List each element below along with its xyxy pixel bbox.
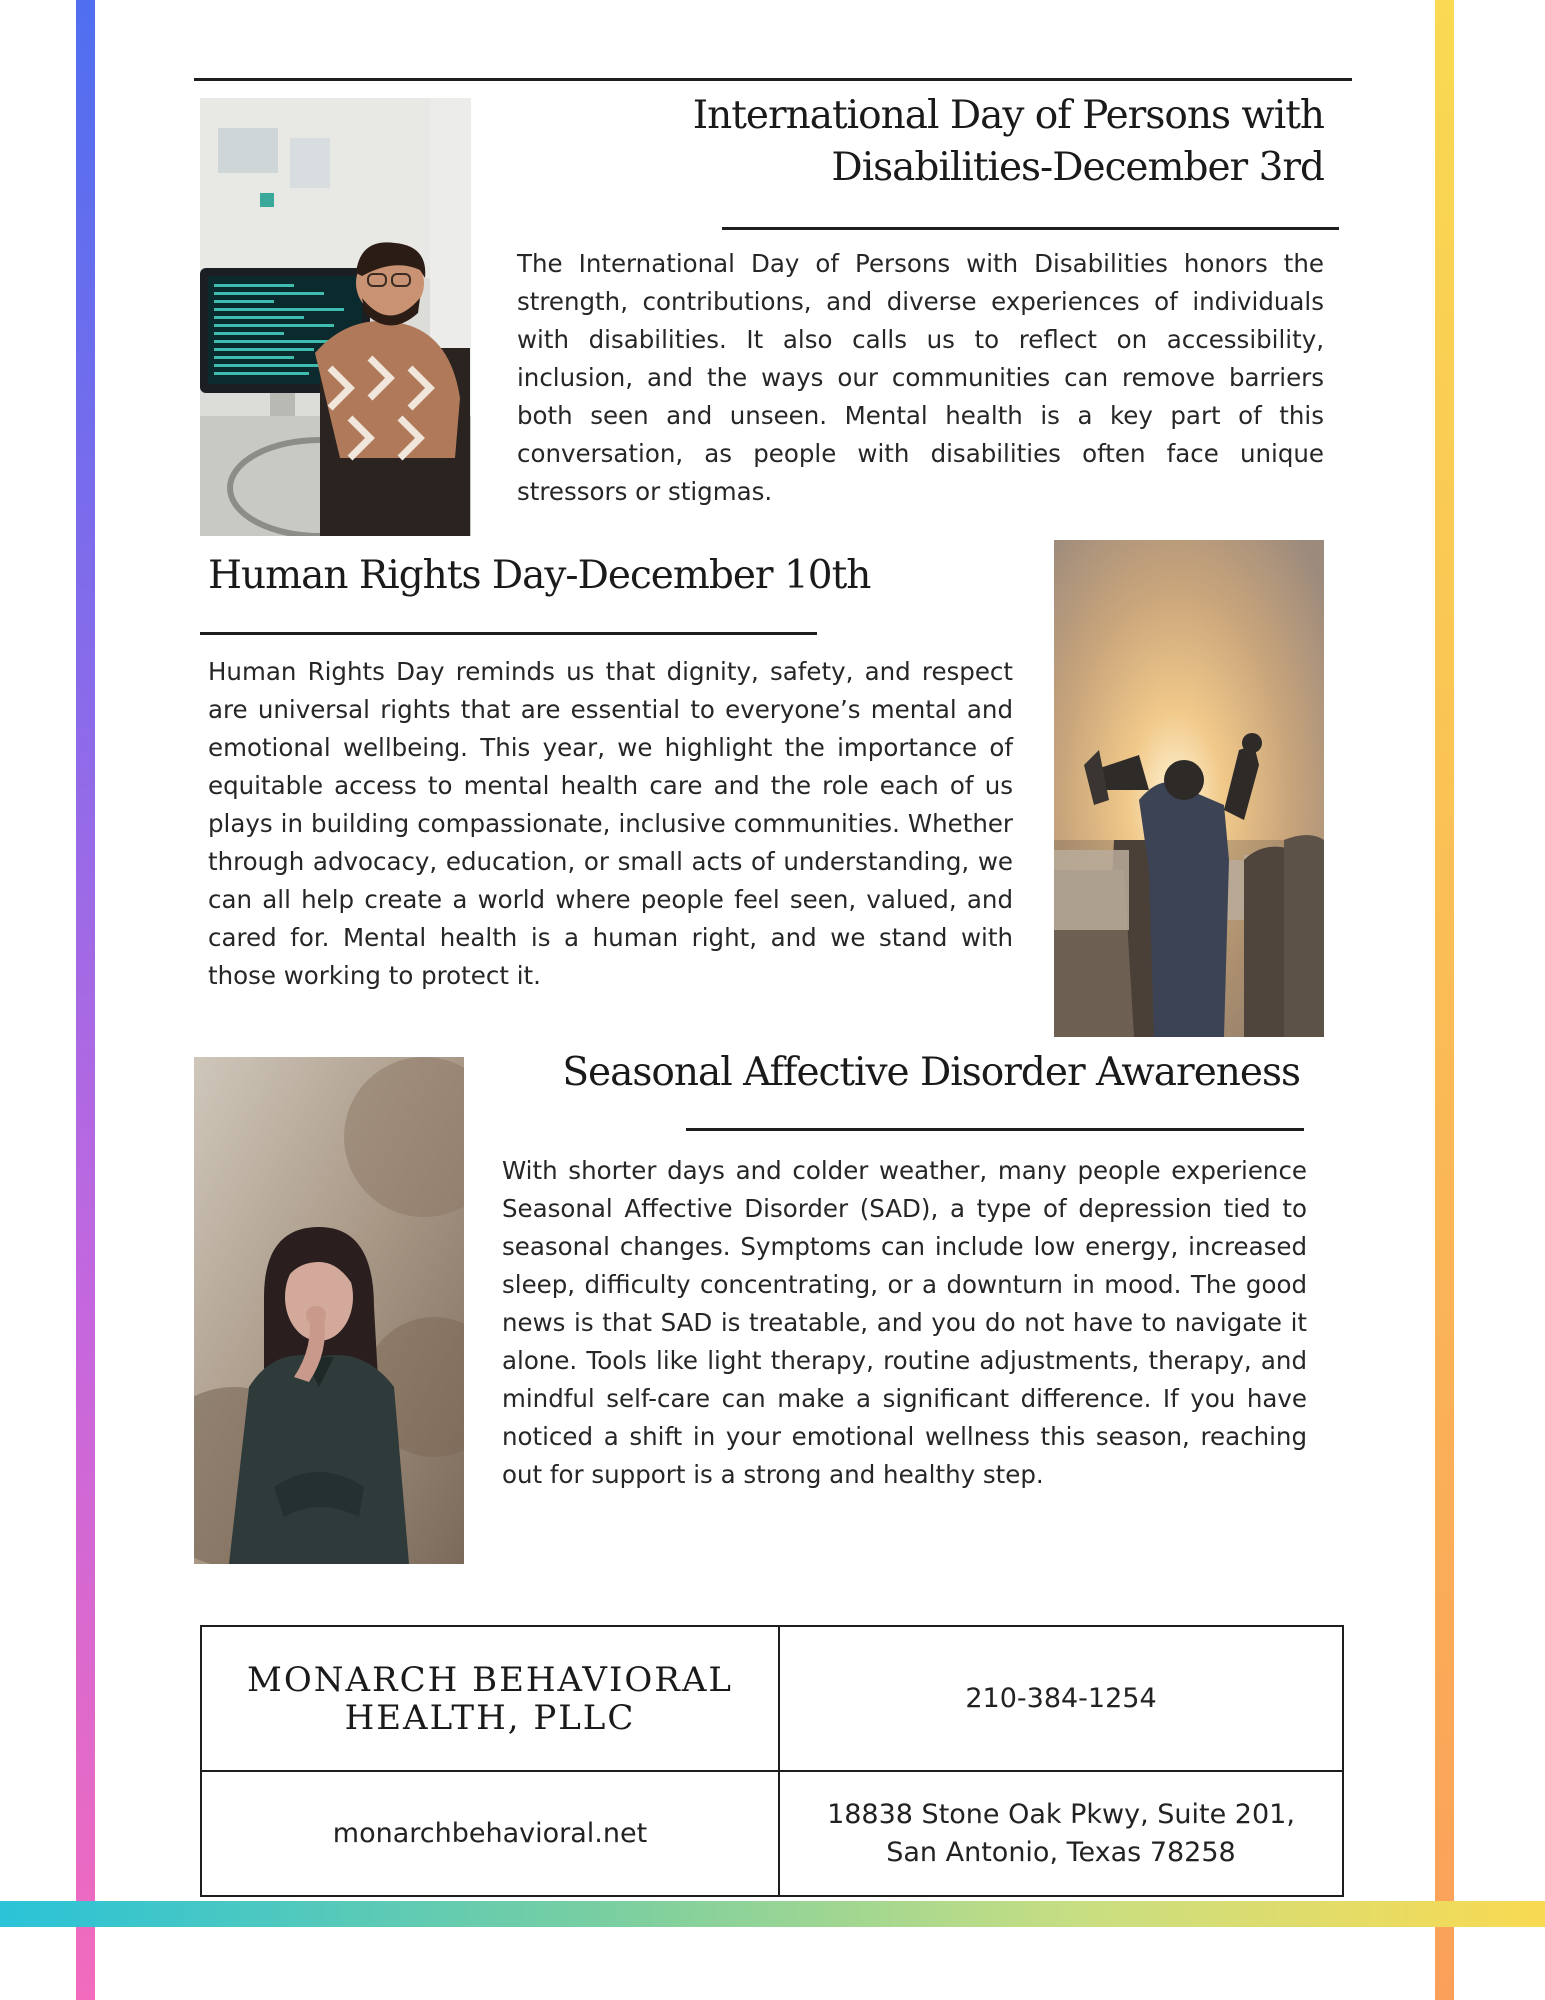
title-line-2: Disabilities-December 3rd — [831, 145, 1324, 190]
photo-woman-sad-in-autumn — [194, 1057, 464, 1564]
section-title-disabilities-day — [560, 90, 1324, 194]
section-body-human-rights-day: Human Rights Day reminds us that dignity, safety, and respect are universal rights that are essential to everyone’s mental and emotional wellbeing. This year, we highlight the importance of equitable access to mental health care and the role each of us plays in building compassionate, inclusive communities. Whether through advocacy, education, or small acts of understanding, we can all help create a world where people feel seen, valued, and cared for. Mental health is a human right, and we stand with those working to protect it. — [208, 657, 1013, 990]
left-gradient-bar — [76, 0, 95, 2000]
title-line-1: International Day of Persons with — [692, 93, 1324, 138]
photo-protest-with-megaphone — [1054, 540, 1324, 1037]
address-line-2: San Antonio, Texas 78258 — [886, 1836, 1236, 1868]
website-link[interactable]: monarchbehavioral.net — [332, 1817, 648, 1849]
address-line-1: 18838 Stone Oak Pkwy, Suite 201, — [827, 1798, 1295, 1830]
section-2-divider — [200, 632, 817, 635]
address — [827, 1796, 1295, 1872]
section-title-sad-awareness: Seasonal Affective Disorder Awareness — [562, 1050, 1300, 1095]
section-title-human-rights-day: Human Rights Day-December 10th — [208, 553, 871, 598]
address-cell — [780, 1772, 1342, 1895]
org-name-line-1: MONARCH BEHAVIORAL — [247, 1659, 733, 1700]
org-name — [247, 1661, 733, 1737]
bottom-gradient-bar — [0, 1901, 1545, 1927]
contact-table — [200, 1625, 1344, 1897]
section-1-divider — [722, 227, 1339, 230]
section-body-sad-awareness: With shorter days and colder weather, many people experience Seasonal Affective Disorder (SAD), a type of depression tied to seasonal changes. Symptoms can include low energy, increased sleep, difficulty concentrating, or a downturn in mood. The good news is that SAD is treatable, and you do not have to navigate it alone. Tools like light therapy, routine adjustments, therapy, and mindful self-care can make a significant difference. If you have noticed a shift in your emotional wellness this season, reaching out for support is a strong and healthy step. — [502, 1156, 1307, 1489]
phone-number[interactable]: 210-384-1254 — [965, 1682, 1157, 1714]
website-cell — [202, 1772, 780, 1895]
section-3-divider — [686, 1128, 1304, 1131]
org-name-cell — [202, 1627, 780, 1772]
right-gradient-bar — [1435, 0, 1454, 2000]
top-divider — [194, 78, 1352, 81]
org-name-line-2: HEALTH, PLLC — [344, 1697, 636, 1738]
section-body-disabilities-day: The International Day of Persons with Disabilities honors the strength, contributions, and diverse experiences of individuals with disabilities. It also calls us to reflect on accessibility, inclusion, and the ways our communities can remove barriers both seen and unseen. Mental health is a key part of this conversation, as people with disabilities often face unique stressors or stigmas. — [517, 249, 1324, 506]
photo-man-in-wheelchair-at-computer — [200, 98, 471, 536]
phone-cell — [780, 1627, 1342, 1772]
